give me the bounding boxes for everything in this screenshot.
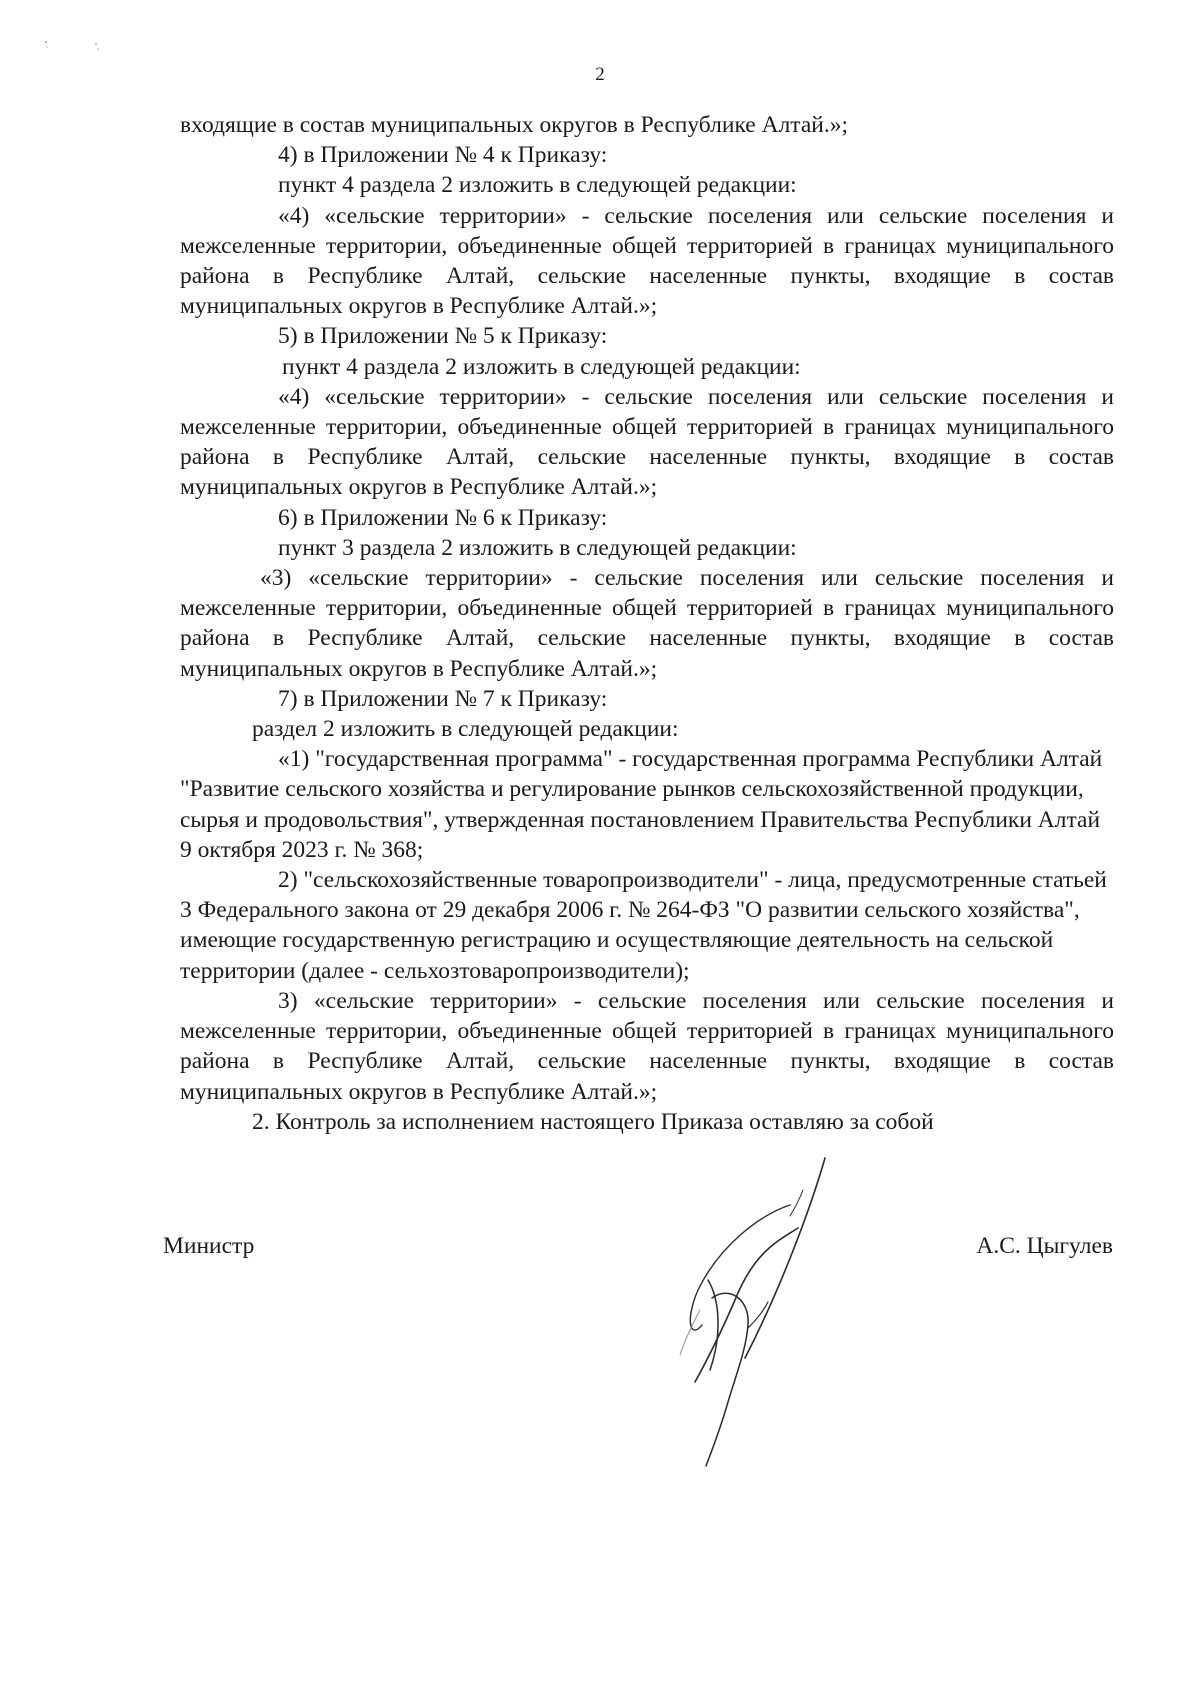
handwritten-signature [640,1150,870,1470]
scan-specks [40,38,120,58]
paragraph-continuation: входящие в состав муниципальных округов в Республике Алтай.»; [180,112,849,138]
signatory-title: Министр [163,1233,255,1259]
definition-6: «3) «сельские территории» - сельские поселения или сельские поселения и межселенные территории, объединенные общей территорией в границах муниципального района в Республике Алтай, сельские населенные пункты, входящие в состав муниципальных округов в Республике Алтай.»; [180,565,1114,682]
instruction-7: раздел 2 изложить в следующей редакции: [252,716,679,743]
list-item-5: 5) в Приложении № 5 к Приказу: [278,323,608,350]
signatory-name: А.С. Цыгулев [976,1233,1113,1259]
document-body [180,110,1114,1137]
page-number: 2 [595,64,605,85]
definition-7-1: «1) "государственная программа" - государственная программа Республики Алтай "Развитие сельского хозяйства и регулирование рынков сельскохозяйственной продукции, сырья и продовольствия", утвержденная постановлением Правительства Республики Алтай 9 октября 2023 г. № 368; [180,746,1103,863]
instruction-6: пункт 3 раздела 2 изложить в следующей редакции: [278,534,797,561]
definition-4: «4) «сельские территории» - сельские поселения или сельские поселения и межселенные территории, объединенные общей территорией в границах муниципального района в Республике Алтай, сельские населенные пункты, входящие в состав муниципальных округов в Республике Алтай.»; [180,202,1114,320]
definition-7-3: 3) «сельские территории» - сельские поселения или сельские поселения и межселенные территории, объединенные общей территорией в границах муниципального района в Республике Алтай, сельские населенные пункты, входящие в состав муниципальных округов в Республике Алтай.»; [180,987,1114,1105]
definition-7-2: 2) "сельскохозяйственные товаропроизводители" - лица, предусмотренные статьей 3 Федерального закона от 29 декабря 2006 г. № 264-ФЗ "О развитии сельского хозяйства", имеющие государственную регистрацию и осуществляющие деятельность на сельской территории (далее - сельхозтоваропроизводители); [180,867,1107,984]
definition-5: «4) «сельские территории» - сельские поселения или сельские поселения и межселенные территории, объединенные общей территорией в границах муниципального района в Республике Алтай, сельские населенные пункты, входящие в состав муниципальных округов в Республике Алтай.»; [180,383,1114,501]
list-item-4: 4) в Приложении № 4 к Приказу: [278,142,608,169]
list-item-7: 7) в Приложении № 7 к Приказу: [278,685,608,712]
list-item-6: 6) в Приложении № 6 к Приказу: [278,504,608,531]
instruction-4: пункт 4 раздела 2 изложить в следующей редакции: [278,172,797,199]
control-clause: 2. Контроль за исполнением настоящего Приказа оставляю за собой [252,1108,934,1135]
instruction-5: пункт 4 раздела 2 изложить в следующей редакции: [282,353,801,380]
